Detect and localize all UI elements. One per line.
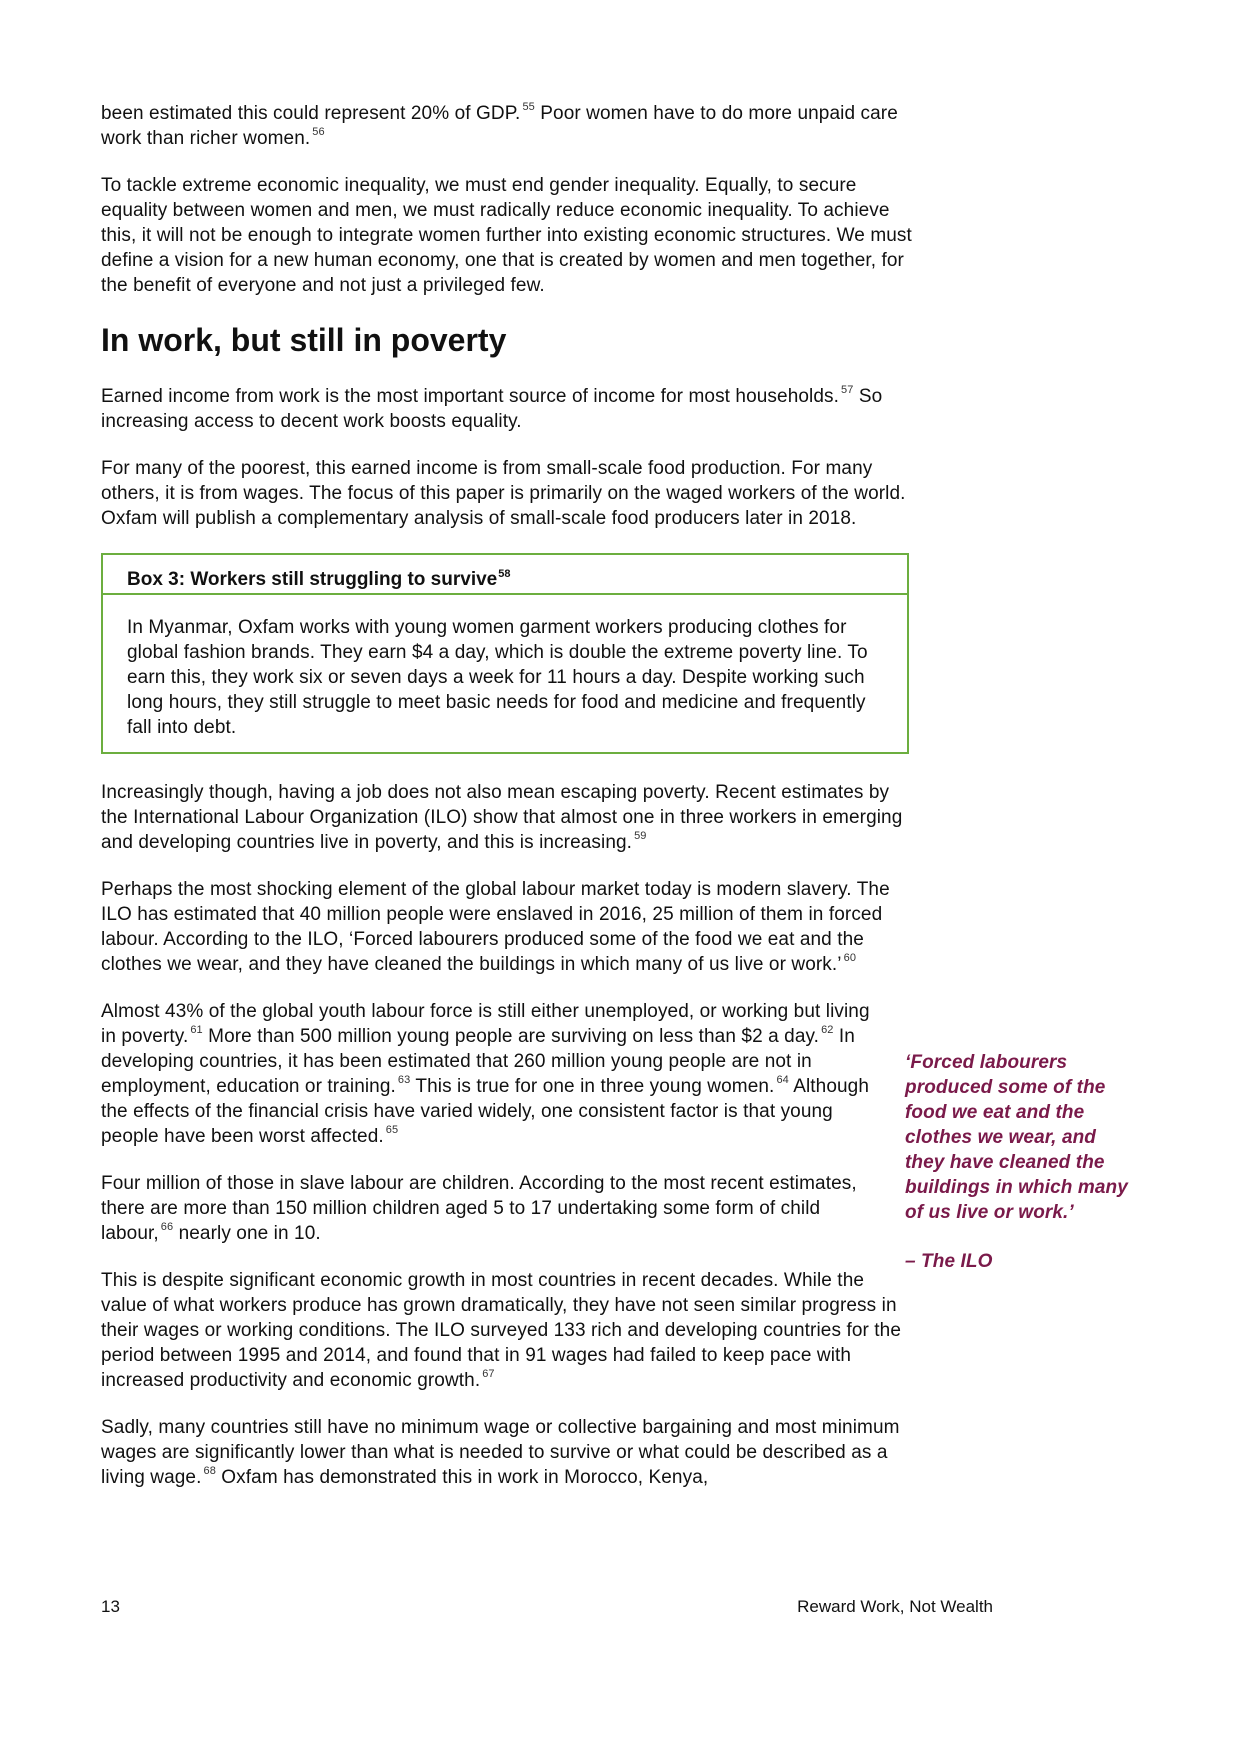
footnote-ref[interactable]: 66	[160, 1221, 174, 1233]
paragraph: Almost 43% of the global youth labour force is still either unemployed, or working but living in poverty. $^{61}$ More than 500 million young people are surviving on less than $2 a day. $^{62}$ In developing countries, it has been estimated that 260 million young people are not in employment, education or training. $^{63}$ This is true for one in three young women. $^{64}$ Although the effects of the financial crisis have varied widely, one consistent factor is that young people have been worst affected. $^{65}$	[101, 1001, 870, 1147]
box-title: Box 3: Workers still struggling to survive$^{58}$	[103, 555, 907, 595]
footnote-ref[interactable]: 62	[821, 1024, 834, 1036]
footnote-ref[interactable]: 59	[634, 830, 647, 842]
footnote-ref[interactable]: 68	[203, 1465, 216, 1477]
footnote-ref[interactable]: 58	[498, 568, 511, 580]
pull-quote-text: ‘Forced labourers produced some of the food we eat and the clothes we wear, and they have cleaned the buildings in which many of us live or work.’	[905, 1052, 1128, 1223]
footnote-ref[interactable]: 65	[385, 1124, 399, 1136]
footnote-ref[interactable]: 60	[843, 952, 857, 964]
footnote-ref[interactable]: 64	[776, 1074, 789, 1086]
footnote-ref[interactable]: 55	[522, 101, 535, 113]
paragraph: Perhaps the most shocking element of the global labour market today is modern slavery. The ILO has estimated that 40 million people were enslaved in 2016, 25 million of them in forced labour. According to the ILO, ‘Forced labourers produced some of the food we eat and the clothes we wear, and they have cleaned the buildings in which many of us live or work.’ $^{60}$	[101, 879, 890, 975]
footnote-ref[interactable]: 61	[190, 1024, 203, 1036]
footnote-ref[interactable]: 56	[312, 126, 325, 138]
box-text: In Myanmar, Oxfam works with young women garment workers producing clothes for global fashion brands. They earn $4 a day, which is double the extreme poverty line. To earn this, they work six or seven days a week for 11 hours a day. Despite working such long hours, they still struggle to meet basic needs for food and medicine and frequently fall into debt.	[127, 617, 868, 738]
paragraph: For many of the poorest, this earned income is from small-scale food production. For many others, it is from wages. The focus of this paper is primarily on the waged workers of the world. Oxfam will publish a complementary analysis of small-scale food producers later in 2018.	[101, 458, 906, 529]
paragraph: Earned income from work is the most important source of income for most households. $^{57}$ So increasing access to decent work boosts equality.	[101, 384, 883, 432]
pull-quote	[905, 1050, 1135, 1274]
main-column	[101, 101, 913, 1512]
paragraph: Increasingly though, having a job does not also mean escaping poverty. Recent estimates by the International Labour Organization (ILO) show that almost one in three workers in emerging and developing countries live in poverty, and this is increasing. $^{59}$	[101, 782, 903, 853]
box-body	[103, 595, 907, 752]
paragraph: To tackle extreme economic inequality, we must end gender inequality. Equally, to secure equality between women and men, we must radically reduce economic inequality. To achieve this, it will not be enough to integrate women further into existing economic structures. We must define a vision for a new human economy, one that is created by women and men together, for the benefit of everyone and not just a privileged few.	[101, 175, 912, 296]
paragraph: Sadly, many countries still have no minimum wage or collective bargaining and most minimum wages are significantly lower than what is needed to survive or what could be described as a living wage. $^{68}$ Oxfam has demonstrated this in work in Morocco, Kenya,	[101, 1417, 900, 1488]
paragraph: Four million of those in slave labour are children. According to the most recent estimates, there are more than 150 million children aged 5 to 17 undertaking some form of child labour, $^{66}$ nearly one in 10.	[101, 1173, 857, 1244]
footnote-ref[interactable]: 63	[397, 1074, 411, 1086]
page-number: 13	[101, 1597, 120, 1616]
paragraph: This is despite significant economic growth in most countries in recent decades. While the value of what workers produce has grown dramatically, they have not seen similar progress in their wages or working conditions. The ILO surveyed 133 rich and developing countries for the period between 1995 and 2014, and found that in 91 wages had failed to keep pace with increased productivity and economic growth. $^{67}$	[101, 1270, 902, 1391]
paragraph: been estimated this could represent 20% of GDP. $^{55}$ Poor women have to do more unpaid care work than richer women. $^{56}$	[101, 101, 898, 149]
document-title: Reward Work, Not Wealth	[797, 1597, 993, 1616]
section-heading: In work, but still in poverty	[101, 322, 507, 358]
pull-quote-attribution: – The ILO	[905, 1251, 993, 1272]
footnote-ref[interactable]: 57	[841, 384, 854, 396]
footnote-ref[interactable]: 67	[482, 1368, 495, 1380]
info-box	[101, 553, 909, 754]
